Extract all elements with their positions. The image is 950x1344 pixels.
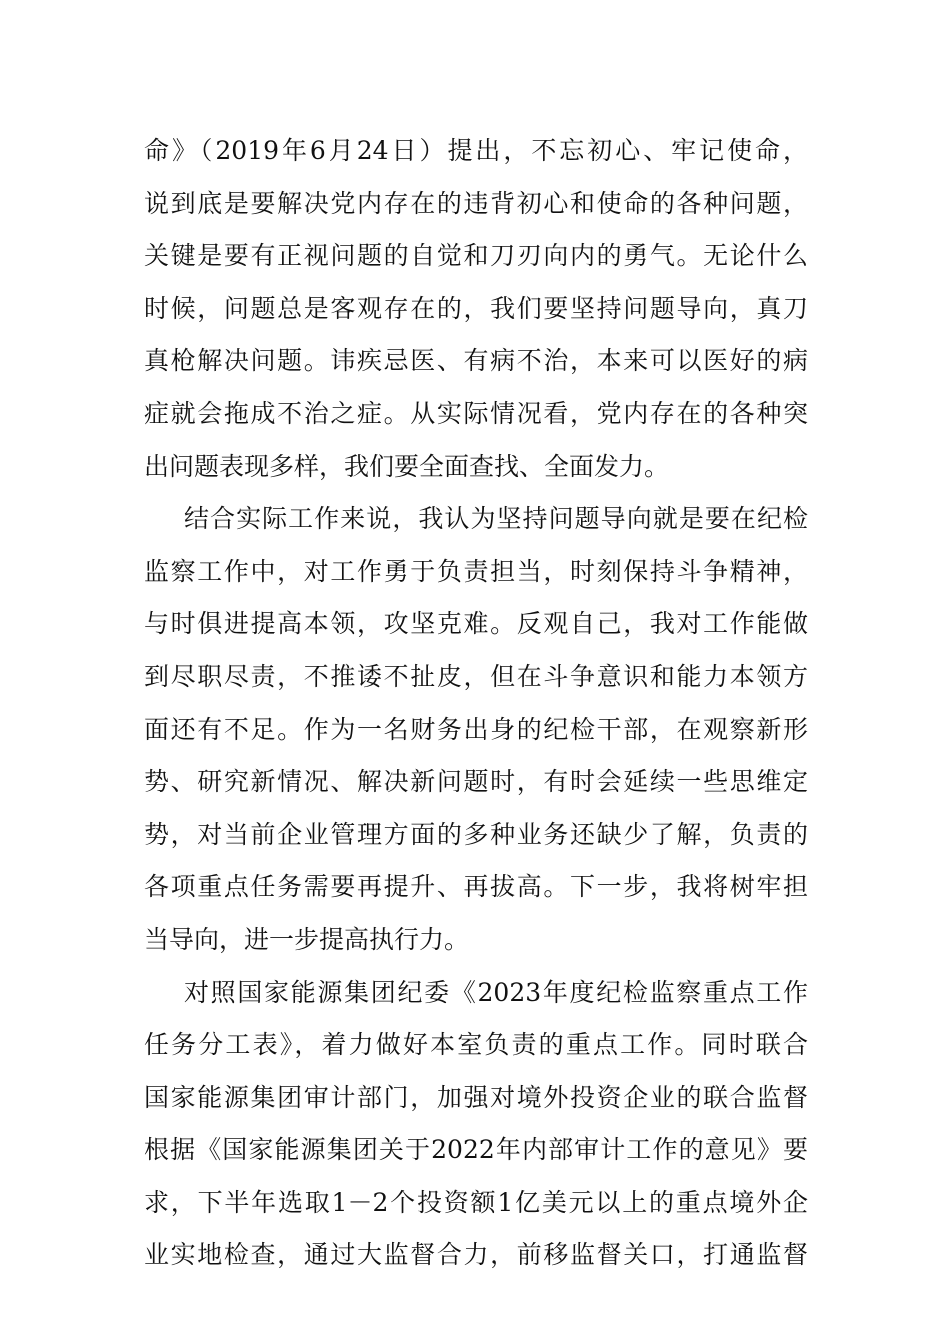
document-body (144, 125, 808, 1282)
text-line: 出问题表现多样，我们要全面查找、全面发力。 (144, 451, 670, 481)
text-line: 监察工作中，对工作勇于负责担当，时刻保持斗争精神， (144, 556, 808, 586)
text-line: 势、研究新情况、解决新问题时，有时会延续一些思维定 (144, 767, 808, 797)
text-line-indented: 结合实际工作来说，我认为坚持问题导向就是要在纪检 (184, 504, 808, 534)
text-line: 各项重点任务需要再提升、再拔高。下一步，我将树牢担 (144, 872, 808, 902)
text-line: 关键是要有正视问题的自觉和刀刃向内的勇气。无论什么 (144, 241, 808, 271)
text-line: 与时俱进提高本领，攻坚克难。反观自己，我对工作能做 (144, 609, 808, 639)
text-line: 命》（2019年6月24日）提出，不忘初心、牢记使命， (144, 136, 808, 165)
text-line: 势，对当前企业管理方面的多种业务还缺少了解，负责的 (144, 819, 808, 849)
text-line: 任务分工表》，着力做好本室负责的重点工作。同时联合 (144, 1030, 808, 1060)
text-line: 面还有不足。作为一名财务出身的纪检干部，在观察新形 (144, 714, 808, 744)
text-line: 到尽职尽责，不推诿不扯皮，但在斗争意识和能力本领方 (144, 661, 808, 691)
text-line-indented: 对照国家能源集团纪委《2023年度纪检监察重点工作 (184, 977, 808, 1007)
text-line: 真枪解决问题。讳疾忌医、有病不治，本来可以医好的病 (144, 346, 808, 376)
text-line: 求，下半年选取1－2个投资额1亿美元以上的重点境外企 (144, 1187, 808, 1217)
text-line: 业实地检查，通过大监督合力，前移监督关口，打通监督 (144, 1240, 808, 1270)
text-line: 说到底是要解决党内存在的违背初心和使命的各种问题， (144, 188, 808, 218)
text-line: 根据《国家能源集团关于2022年内部审计工作的意见》要 (144, 1135, 808, 1165)
text-line: 国家能源集团审计部门，加强对境外投资企业的联合监督 (144, 1082, 808, 1112)
text-line: 症就会拖成不治之症。从实际情况看，党内存在的各种突 (144, 398, 808, 428)
text-line: 时候，问题总是客观存在的，我们要坚持问题导向，真刀 (144, 293, 808, 323)
text-line: 当导向，进一步提高执行力。 (144, 924, 470, 954)
